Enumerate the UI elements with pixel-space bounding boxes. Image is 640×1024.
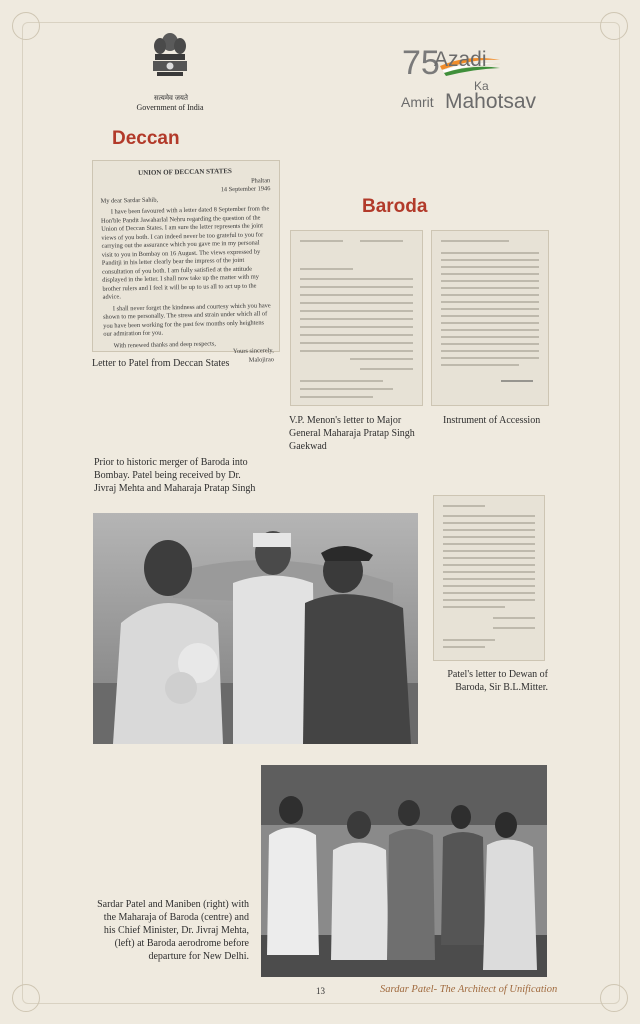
accession-image xyxy=(431,230,549,406)
azadi-numeral: 75 xyxy=(402,44,440,82)
deccan-letter-text xyxy=(100,166,274,368)
caption-accession: Instrument of Accession xyxy=(443,415,541,426)
national-emblem-icon xyxy=(148,30,192,88)
corner-ornament xyxy=(12,984,40,1012)
caption-merger-photo: Prior to historic merger of Baroda into Bombay. Patel being received by Dr. Jivraj Mehta and Maharaja Pratap Singh xyxy=(94,457,256,494)
dewan-letter-image xyxy=(433,495,545,661)
corner-ornament xyxy=(600,12,628,40)
letter-place: Phaltan xyxy=(250,176,271,185)
corner-ornament xyxy=(600,984,628,1012)
caption-menon-letter: V.P. Menon's letter to Major General Maharaja Pratap Singh Gaekwad xyxy=(289,415,415,452)
mahotsav-word: Mahotsav xyxy=(445,90,537,113)
footer-title: Sardar Patel- The Architect of Unification xyxy=(380,984,558,995)
aerodrome-photo xyxy=(261,765,547,977)
section-heading-deccan: Deccan xyxy=(112,128,180,149)
caption-aerodrome-photo: Sardar Patel and Maniben (right) with the Maharaja of Baroda (centre) and his Chief Minister, Dr. Jivraj Mehta, (left) at Baroda aerodrome before departure for New Delhi. xyxy=(97,899,249,962)
menon-letter-image xyxy=(290,230,423,406)
caption-deccan-letter: Letter to Patel from Deccan States xyxy=(92,358,230,369)
page-number: 13 xyxy=(316,986,325,996)
letter-paragraph: I have been favoured with a letter dated 8 September from the Hon'ble Pandit Jawaharlal Nehru regarding the question of the Union of Deccan States. I am sure the letter represents the joint views of you both. I can indeed never be too grateful to you for carrying out the assurance which you gave me in my personal visit to you in Bombay on 16 August. The views expressed by Panditji in his letter clearly bear the impress of the joint consultation of you both. I am fully satisfied at the attitude displayed in the letter. I shall now take up the matter with my brother rulers and I feel it will be up to us all to act up to the advice. xyxy=(100,205,270,301)
section-heading-baroda: Baroda xyxy=(362,196,428,217)
caption-dewan-letter: Patel's letter to Dewan of Baroda, Sir B.L.Mitter. xyxy=(447,669,548,693)
letter-date: 14 September 1946 xyxy=(220,185,271,194)
government-label: Government of India xyxy=(136,103,204,112)
merger-photo xyxy=(93,513,418,744)
letter-paragraph: With renewed thanks and deep respects, xyxy=(113,339,216,350)
azadi-ka-word: Ka xyxy=(474,79,489,93)
azadi-word: Azadi xyxy=(434,48,487,71)
letter-salutation: My dear Sardar Sahib, xyxy=(100,196,159,205)
letter-closing: Yours sincerely, xyxy=(232,347,274,356)
letter-paragraph: I shall never forget the kindness and courtesy which you have shown to me personally. The stress and strain under which all of you have been working for the past few months only heightens our admiration for you. xyxy=(102,301,271,338)
amrit-word: Amrit xyxy=(401,94,434,110)
corner-ornament xyxy=(12,12,40,40)
emblem-motto: सत्यमेव जयते xyxy=(154,94,188,102)
letter-heading: UNION OF DECCAN STATES xyxy=(138,167,232,178)
letter-signature: Malojirao xyxy=(248,355,275,364)
